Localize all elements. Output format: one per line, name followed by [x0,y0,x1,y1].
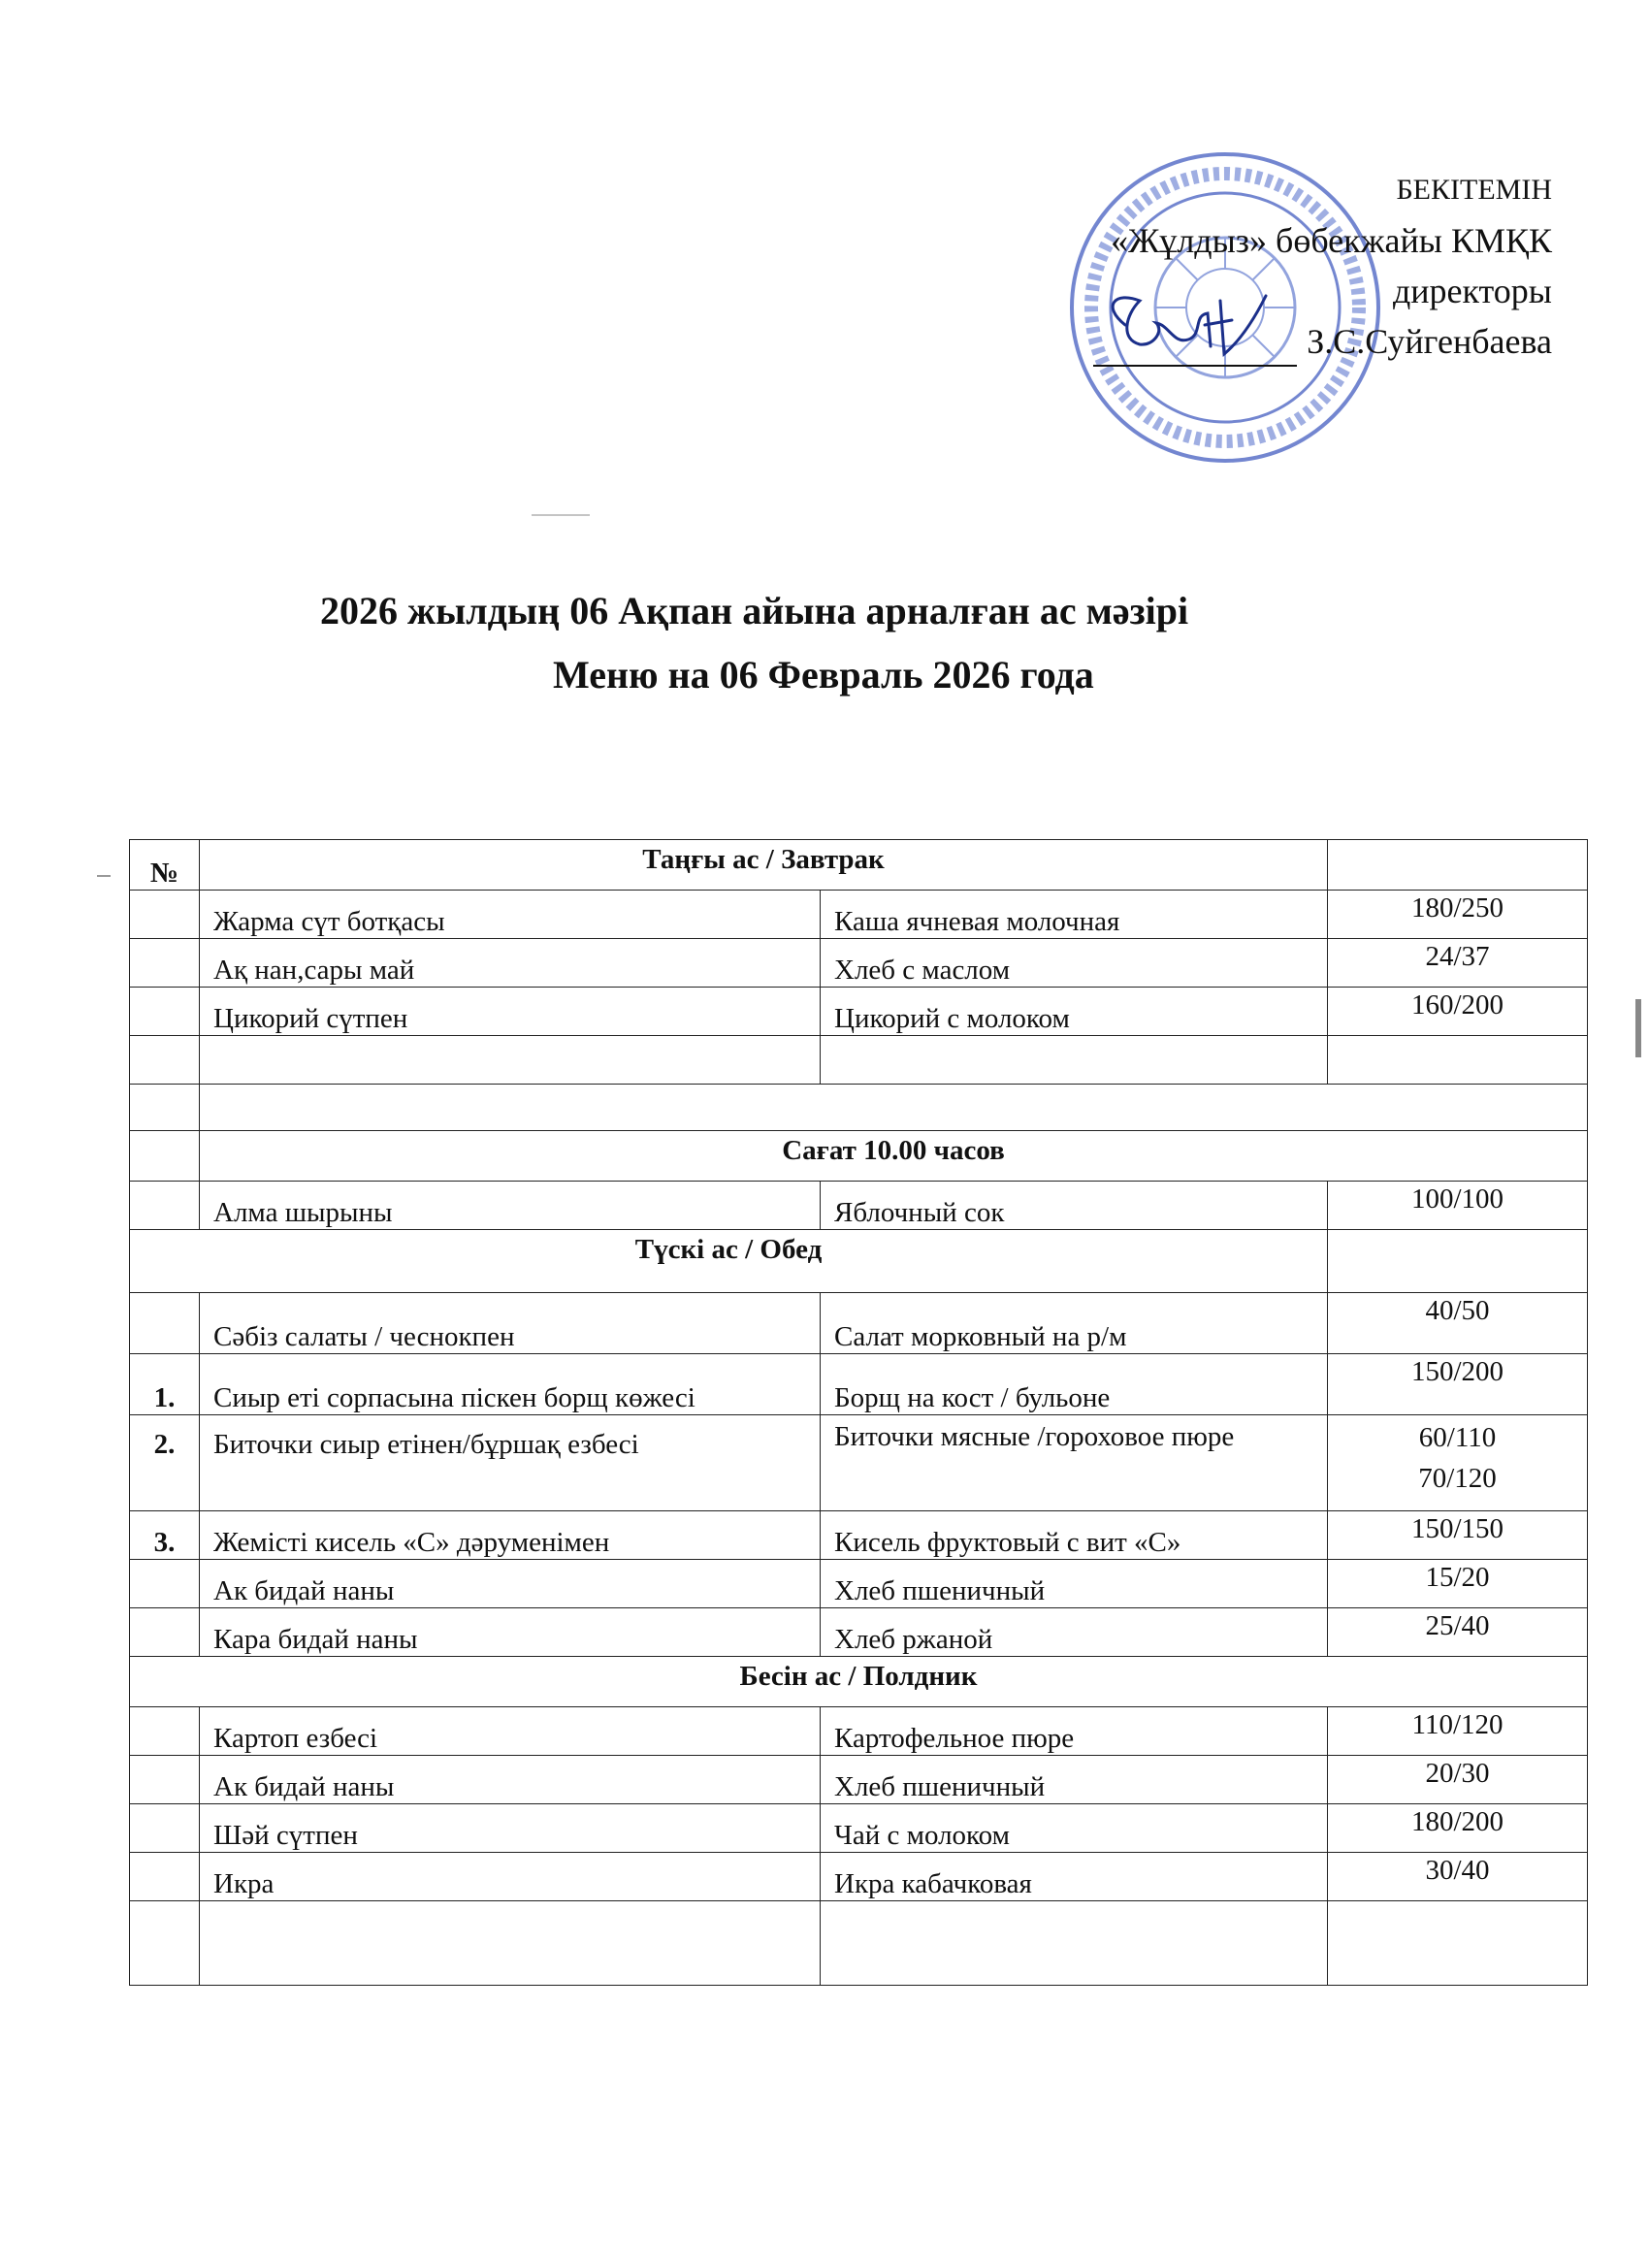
section-row-lunch [130,1230,1588,1293]
empty-cell [130,1085,200,1131]
row-number [130,939,200,988]
row-number [130,1707,200,1756]
dish-kazakh [200,1036,821,1085]
approval-org: «Жұлдыз» бөбекжайы КМҚК [1111,221,1552,260]
portion-qty-cell [1328,1415,1588,1511]
dish-kazakh: Шәй сүтпен [200,1804,821,1853]
dish-kazakh: Кара бидай наны [200,1608,821,1657]
row-number [130,1293,200,1354]
dish-kazakh: Ақ нан,сары май [200,939,821,988]
dish-russian: Хлеб ржаной [821,1608,1328,1657]
row-number [130,1182,200,1230]
portion-qty: 40/50 [1328,1293,1588,1354]
portion-qty [1328,1901,1588,1986]
dish-russian: Салат морковный на р/м [821,1293,1328,1354]
section-heading-breakfast: Таңғы ас / Завтрак [200,840,1328,891]
section-row-afternoon [130,1657,1588,1707]
section-heading-lunch: Түскі ас / Обед [130,1230,1328,1293]
section-heading-afternoon: Бесін ас / Полдник [130,1657,1588,1707]
table-row [130,1853,1588,1901]
table-row [130,1707,1588,1756]
dish-kazakh: Жарма сүт ботқасы [200,891,821,939]
number-header: № [130,840,200,891]
portion-qty: 15/20 [1328,1560,1588,1608]
dish-kazakh: Цикорий сүтпен [200,988,821,1036]
dish-russian: Хлеб с маслом [821,939,1328,988]
scan-speck [532,514,590,516]
row-number [130,1560,200,1608]
row-number [130,1036,200,1085]
dish-russian: Хлеб пшеничный [821,1560,1328,1608]
dish-kazakh: Сиыр еті сорпасына піскен борщ көжесі [200,1354,821,1415]
portion-qty: 150/200 [1328,1354,1588,1415]
empty-cell [200,1085,1588,1131]
empty-cell [1328,1230,1588,1293]
table-row [130,988,1588,1036]
row-number [130,1756,200,1804]
dish-russian: Борщ на кост / бульоне [821,1354,1328,1415]
section-row-breakfast [130,840,1588,891]
dish-russian: Цикорий с молоком [821,988,1328,1036]
table-row-empty [130,1036,1588,1085]
dish-kazakh: Икра [200,1853,821,1901]
dish-kazakh: Ак бидай наны [200,1756,821,1804]
table-row [130,1293,1588,1354]
approval-position: директоры [1392,272,1552,310]
dish-kazakh: Ак бидай наны [200,1560,821,1608]
row-number: 2. [130,1415,200,1511]
dish-russian: Яблочный сок [821,1182,1328,1230]
section-row-snack [130,1131,1588,1182]
row-number [130,1608,200,1657]
dish-kazakh: Биточки сиыр етінен/бұршақ езбесі [200,1415,821,1511]
title-kazakh: 2026 жылдың 06 Ақпан айына арналған ас мәзірі [320,589,1189,632]
portion-qty: 20/30 [1328,1756,1588,1804]
row-number: 3. [130,1511,200,1560]
dish-kazakh: Сәбіз салаты / чеснокпен [200,1293,821,1354]
table-row-empty [130,1901,1588,1986]
row-number [130,1853,200,1901]
scan-speck [97,875,111,877]
portion-qty: 180/250 [1328,891,1588,939]
dish-kazakh: Жемісті кисель «С» дәруменімен [200,1511,821,1560]
dish-russian [821,1036,1328,1085]
row-number [130,988,200,1036]
row-number [130,1901,200,1986]
row-number: 1. [130,1354,200,1415]
empty-row [130,1085,1588,1131]
approval-signature-row [1009,316,1552,367]
signature-line [1093,332,1297,367]
row-number [130,1804,200,1853]
dish-kazakh [200,1901,821,1986]
portion-qty: 70/120 [1418,1463,1497,1494]
approval-block [1009,165,1552,367]
approval-name: З.С.Суйгенбаева [1307,322,1552,361]
dish-russian: Чай с молоком [821,1804,1328,1853]
dish-russian: Биточки мясные /гороховое пюре [821,1415,1328,1511]
menu-table [129,839,1588,1986]
dish-kazakh: Картоп езбесі [200,1707,821,1756]
portion-qty: 160/200 [1328,988,1588,1036]
empty-cell [130,1131,200,1182]
row-number [130,891,200,939]
title-russian: Меню на 06 Февраль 2026 года [553,653,1094,697]
portion-qty: 180/200 [1328,1804,1588,1853]
table-row [130,1182,1588,1230]
approval-title: БЕКІТЕМІН [1396,174,1552,206]
portion-qty: 30/40 [1328,1853,1588,1901]
dish-russian: Каша ячневая молочная [821,891,1328,939]
table-row [130,891,1588,939]
table-row [130,1608,1588,1657]
empty-cell [1328,840,1588,891]
table-row [130,1415,1588,1511]
dish-russian: Икра кабачковая [821,1853,1328,1901]
dish-russian: Кисель фруктовый с вит «С» [821,1511,1328,1560]
portion-qty: 60/110 [1418,1422,1497,1453]
dish-russian: Хлеб пшеничный [821,1756,1328,1804]
table-row [130,1756,1588,1804]
table-row [130,1560,1588,1608]
table-row [130,1804,1588,1853]
portion-qty: 24/37 [1328,939,1588,988]
portion-qty [1328,1036,1588,1085]
dish-russian [821,1901,1328,1986]
portion-qty: 100/100 [1328,1182,1588,1230]
portion-qty: 150/150 [1328,1511,1588,1560]
section-heading-snack: Сағат 10.00 часов [200,1131,1588,1182]
portion-qty: 25/40 [1328,1608,1588,1657]
dish-kazakh: Алма шырыны [200,1182,821,1230]
dish-russian: Картофельное пюре [821,1707,1328,1756]
portion-qty: 110/120 [1328,1707,1588,1756]
table-row [130,1354,1588,1415]
table-row [130,1511,1588,1560]
table-row [130,939,1588,988]
scan-speck [1635,999,1641,1057]
